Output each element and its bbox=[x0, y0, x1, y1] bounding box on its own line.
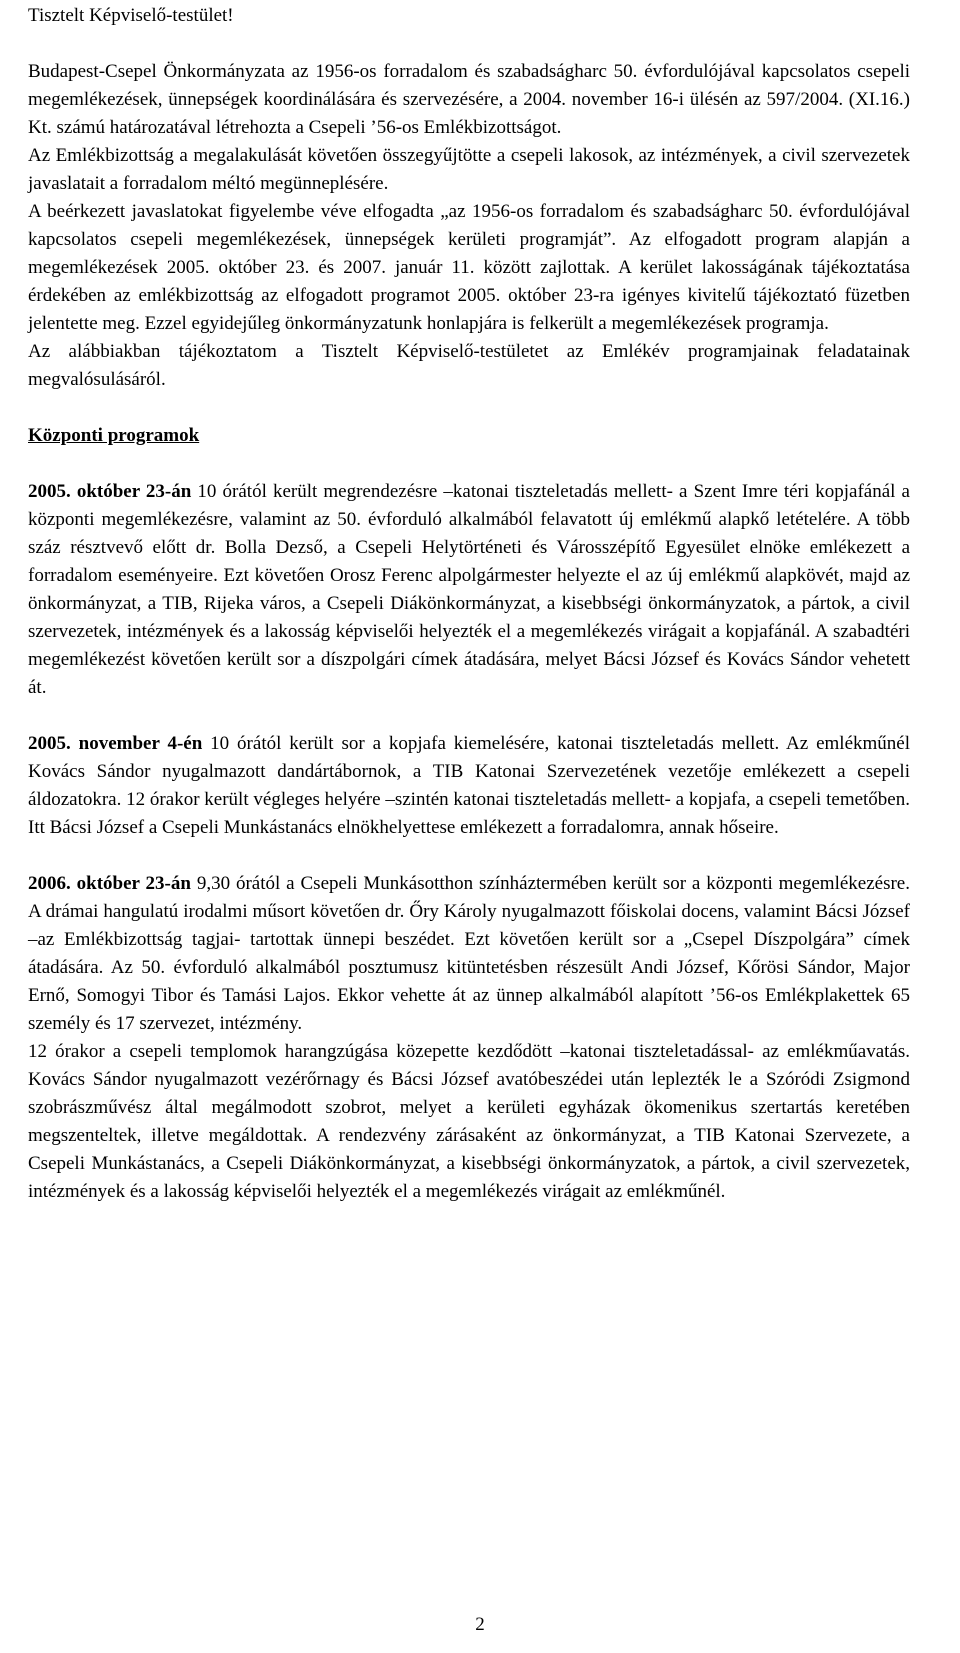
event-paragraph bbox=[28, 870, 910, 1038]
event-paragraph bbox=[28, 478, 910, 702]
intro-paragraph: Budapest-Csepel Önkormányzata az 1956-os forradalom és szabadságharc 50. évfordulójával kapcsolatos csepeli megemlékezések, ünnepségek koordinálására és szervezésére, a 2004. november 16-i ülésén az 597/2004. (XI.16.) Kt. számú határozatával létrehozta a Csepeli ’56-os Emlékbizottságot. bbox=[28, 61, 910, 138]
event-text: 9,30 órától a Csepeli Munkásotthon színháztermében került sor a központi megemlékezésre. A drámai hangulatú irodalmi műsort követően dr. Őry Károly nyugalmazott főiskolai docens, valamint Bácsi József –az Emlékbizottság tagjai- tartottak ünnepi beszédet. Ezt követően került sor a „Csepel Díszpolgára” címek átadására. Az 50. évforduló alkalmából posztumusz kitüntetésben részesült Andi József, Kőrösi Sándor, Major Ernő, Somogyi Tibor és Tamási Lajos. Ekkor vehette át az ünnep alkalmából alapított ’56-os Emlékplakettek 65 személy és 17 szervezet, intézmény. bbox=[28, 873, 910, 1034]
intro-paragraph: Az alábbiakban tájékoztatom a Tisztelt Képviselő-testületet az Emlékév programjainak feladatainak megvalósulásáról. bbox=[28, 341, 910, 390]
spacer bbox=[28, 394, 910, 422]
spacer bbox=[28, 702, 910, 730]
event-text: 10 órától került megrendezésre –katonai tiszteletadás mellett- a Szent Imre téri kopjafánál a központi megemlékezésre, valamint az 50. évforduló alkalmából felavatott új emlékmű alapkő letételére. A több száz résztvevő előtt dr. Bolla Dezső, a Csepeli Helytörténeti és Városszépítő Egyesület elnöke emlékezett a forradalom eseményeire. Ezt követően Orosz Ferenc alpolgármester helyezte el az új emlékmű alapkövét, majd az önkormányzat, a TIB, Rijeka város, a Csepeli Diákönkormányzat, a kisebbségi önkormányzatok, a pártok, a civil szervezetek, intézmények és a lakosság képviselői helyezték el a megemlékezés virágait a kopjafánál. A szabadtéri megemlékezést követően került sor a díszpolgári címek átadására, melyet Bácsi József és Kovács Sándor vehetett át. bbox=[28, 481, 910, 698]
section-title: Központi programok bbox=[28, 425, 200, 446]
event-date: 2006. október 23-án bbox=[28, 873, 191, 894]
intro-paragraph: Az Emlékbizottság a megalakulását követően összegyűjtötte a csepeli lakosok, az intézmények, a civil szervezetek javaslatait a forradalom méltó megünneplésére. bbox=[28, 145, 910, 194]
event-paragraph bbox=[28, 730, 910, 842]
closing-paragraph: 12 órakor a csepeli templomok harangzúgása közepette kezdődött –katonai tiszteletadással- az emlékműavatás. Kovács Sándor nyugalmazott vezérőrnagy és Bácsi József avatóbeszédei után leplezték le a Szóródi Zsigmond szobrászművész által megálmodott szobrot, melyet a kerületi egyházak ökomenikus szertartás keretében megszenteltek, illetve megáldottak. A rendezvény zárásaként az önkormányzat, a TIB Katonai Szervezete, a Csepeli Munkástanács, a Csepeli Diákönkormányzat, a kisebbségi önkormányzatok, a pártok, a civil szervezetek, intézmények és a lakosság képviselői helyezték el a megemlékezés virágait az emlékműnél. bbox=[28, 1041, 910, 1202]
salutation: Tisztelt Képviselő-testület! bbox=[28, 5, 234, 26]
intro-paragraph: A beérkezett javaslatokat figyelembe véve elfogadta „az 1956-os forradalom és szabadságharc 50. évfordulójával kapcsolatos csepeli megemlékezések, ünnepségek kerületi programját”. Az elfogadott program alapján a megemlékezések 2005. október 23. és 2007. január 11. között zajlottak. A kerület lakosságának tájékoztatása érdekében az emlékbizottság az elfogadott programot 2005. október 23-ra igényes kivitelű tájékoztató füzetben jelentette meg. Ezzel egyidejűleg önkormányzatunk honlapjára is felkerült a megemlékezések programja. bbox=[28, 201, 910, 334]
event-date: 2005. november 4-én bbox=[28, 733, 203, 754]
event-text: 10 órától került sor a kopjafa kiemelésére, katonai tiszteletadás mellett. Az emlékműnél Kovács Sándor nyugalmazott dandártábornok, a TIB Katonai Szervezetének vezetője emlékezett a csepeli áldozatokra. 12 órakor került végleges helyére –szintén katonai tiszteletadás mellett- a kopjafa, a csepeli temetőben. Itt Bácsi József a Csepeli Munkástanács elnökhelyettese emlékezett a forradalomra, annak hőseire. bbox=[28, 733, 910, 838]
spacer bbox=[28, 842, 910, 870]
spacer bbox=[28, 30, 910, 58]
page-number: 2 bbox=[475, 1614, 485, 1635]
event-date: 2005. október 23-án bbox=[28, 481, 192, 502]
document-page bbox=[28, 0, 910, 1206]
spacer bbox=[28, 450, 910, 478]
